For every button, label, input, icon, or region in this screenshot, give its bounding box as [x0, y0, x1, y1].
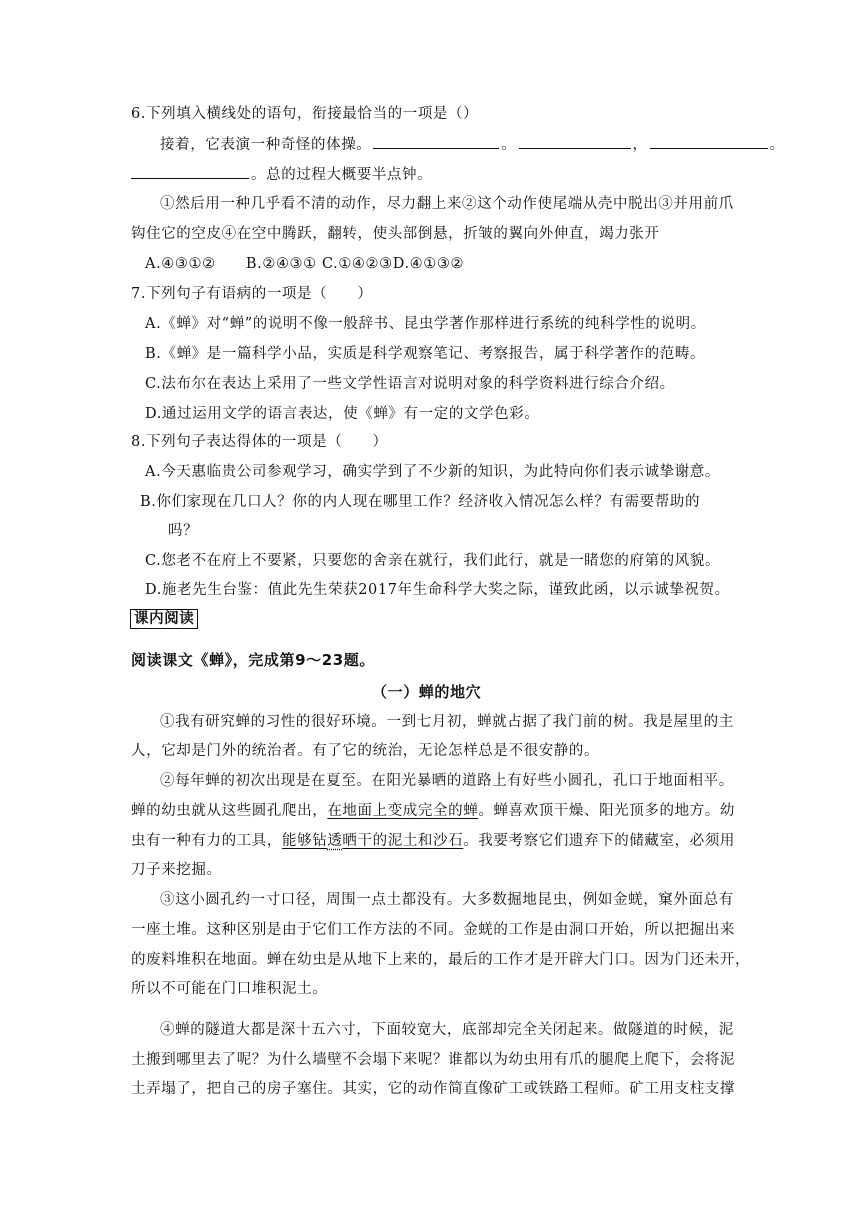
- q6-blank-4: [131, 164, 249, 179]
- q8-option-d: D.施老先生台鉴：值此先生荣获2017年生命科学大奖之际，谨致此函，以示诚挚祝贺。: [145, 582, 730, 598]
- q7-option-d: D.通过运用文学的语言表达，使《蝉》有一定的文学色彩。: [145, 406, 540, 422]
- q7-option-b: B.《蝉》是一篇科学小品，实质是科学观察笔记、考察报告，属于科学著作的范畴。: [145, 346, 706, 362]
- q6-passage-line2: 。总的过程大概要半点钟。: [131, 164, 432, 185]
- reading-instruction: 阅读课文《蝉》，完成第9～23题。: [131, 651, 376, 669]
- q8-stem: 8.下列句子表达得体的一项是（ ）: [131, 434, 388, 450]
- q7-option-c: C.法布尔在表达上采用了一些文学性语言对说明对象的科学资料进行综合介绍。: [145, 376, 675, 392]
- q6-blank-1: [373, 134, 499, 149]
- q6-blank-2: [519, 134, 631, 149]
- q6-blank-3: [650, 134, 768, 149]
- q6-stem: 6.下列填入横线处的语句，衔接最恰当的一项是（）: [131, 106, 479, 122]
- passage-subtitle: （一）蝉的地穴: [372, 683, 482, 701]
- section-box-title: 课内阅读: [130, 609, 198, 629]
- q8-option-c: C.您老不在府上不要紧，只要您的舍亲在就行，我们此行，就是一睹您的府第的风貌。: [145, 553, 721, 569]
- passage-p3-line3: 的废料堆积在地面。蝉在幼虫是从地下上来的，最后的工作才是开辟大门口。因为门还未开，: [131, 952, 751, 968]
- passage-p4-line3: 土弄塌了，把自己的房子塞住。其实，它的动作简直像矿工或铁路工程师。矿工用支柱支撑: [131, 1081, 735, 1097]
- q7-option-a: A.《蝉》对“蝉”的说明不像一般辞书、昆虫学著作那样进行系统的纯科学性的说明。: [145, 316, 706, 332]
- passage-p2-line1: ②每年蝉的初次出现是在夏至。在阳光暴晒的道路上有好些小圆孔，孔口于地面相平。: [160, 773, 734, 789]
- q8-option-b-cont: 吗？: [168, 523, 199, 539]
- passage-p2-line2: 蝉的幼虫就从这些圆孔爬出，在地面上变成完全的蝉。蝉喜欢顶干燥、阳光顶多的地方。幼: [131, 803, 736, 819]
- underlined-phrase-1: 在地面上变成完全的蝉: [327, 803, 479, 819]
- q6-passage-line1: 接着，它表演一种奇怪的体操。 。 ， 。: [160, 134, 785, 155]
- dotted-character: 透: [327, 833, 343, 849]
- passage-p2-line4: 刀子来挖掘。: [131, 862, 222, 878]
- q6-choices: A.④③①② B.②④③① C.①④②③D.④①③②: [145, 256, 465, 272]
- q8-option-a: A.今天惠临贵公司参观学习，确实学到了不少新的知识，为此特向你们表示诚挚谢意。: [145, 464, 720, 480]
- underlined-phrase-2a: 能够钻: [282, 833, 328, 849]
- passage-p4-line1: ④蝉的隧道大都是深十五六寸，下面较宽大，底部却完全关闭起来。做隧道的时候，泥: [160, 1022, 734, 1038]
- passage-p1-line1: ①我有研究蝉的习性的很好环境。一到七月初，蝉就占据了我门前的树。我是屋里的主: [160, 714, 734, 730]
- passage-p2-line3: 虫有一种有力的工具，能够钻透晒干的泥土和沙石。我要考察它们遗弃下的储藏室，必须用: [131, 833, 736, 849]
- passage-p3-line4: 所以不可能在门口堆积泥土。: [131, 981, 328, 997]
- q6-options-line2: 钩住它的空皮④在空中腾跃，翻转，使头部倒悬，折皱的翼向外伸直，竭力张开: [131, 226, 660, 242]
- q7-stem: 7.下列句子有语病的一项是（ ）: [131, 286, 373, 302]
- q6-options-line1: ①然后用一种几乎看不清的动作，尽力翻上来②这个动作使尾端从壳中脱出③并用前爪: [160, 196, 734, 212]
- passage-p1-line2: 人，它却是门外的统治者。有了它的统治，无论怎样总是不很安静的。: [131, 743, 600, 759]
- q8-option-b: B.你们家现在几口人？你的内人现在哪里工作？经济收入情况怎么样？有需要帮助的: [140, 494, 701, 510]
- underlined-phrase-2b: 晒干的泥土和沙石: [342, 833, 464, 849]
- passage-p4-line2: 土搬到哪里去了呢？为什么墙壁不会塌下来呢？谁都以为幼虫用有爪的腿爬上爬下，会将泥: [131, 1052, 735, 1068]
- passage-p3-line2: 一座土堆。这种区别是由于它们工作方法的不同。金蜣的工作是由洞口开始，所以把掘出来: [131, 922, 735, 938]
- passage-p3-line1: ③这小圆孔约一寸口径，周围一点土都没有。大多数掘地昆虫，例如金蜣，窠外面总有: [160, 892, 734, 908]
